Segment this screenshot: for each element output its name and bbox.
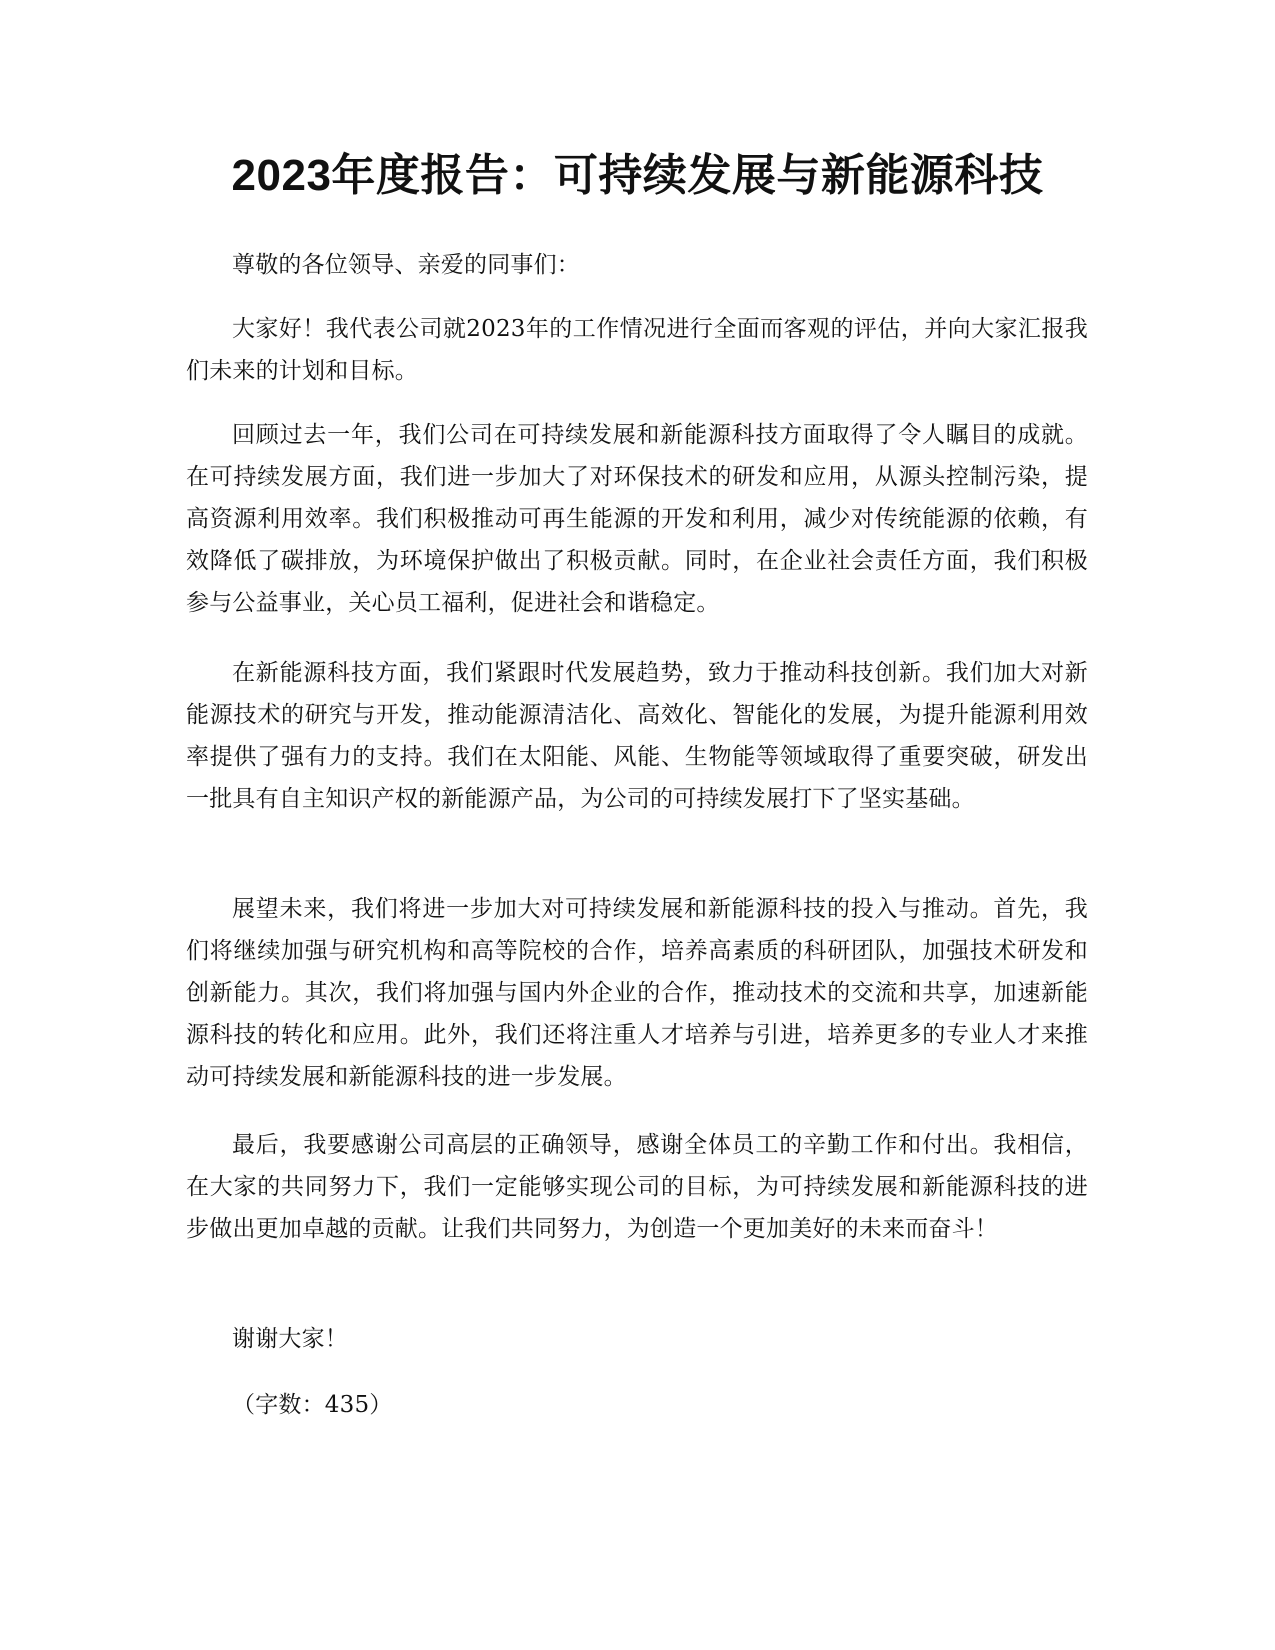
salutation: 尊敬的各位领导、亲爱的同事们：: [232, 252, 580, 278]
document-title: 2023年度报告：可持续发展与新能源科技: [231, 151, 1044, 200]
paragraph-greeting: 大家好！我代表公司就2023年的工作情况进行全面而客观的评估，并向大家汇报我们未来的计划和目标。: [186, 316, 1088, 384]
paragraph-outlook: 展望未来，我们将进一步加大对可持续发展和新能源科技的投入与推动。首先，我们将继续加强与研究机构和高等院校的合作，培养高素质的科研团队，加强技术研发和创新能力。其次，我们将加强与国内外企业的合作，推动技术的交流和共享，加速新能源科技的转化和应用。此外，我们还将注重人才培养与引进，培养更多的专业人才来推动可持续发展和新能源科技的进一步发展。: [186, 896, 1088, 1090]
paragraph-new-energy: 在新能源科技方面，我们紧跟时代发展趋势，致力于推动科技创新。我们加大对新能源技术的研究与开发，推动能源清洁化、高效化、智能化的发展，为提升能源利用效率提供了强有力的支持。我们在太阳能、风能、生物能等领域取得了重要突破，研发出一批具有自主知识产权的新能源产品，为公司的可持续发展打下了坚实基础。: [186, 660, 1088, 812]
paragraph-thanks: 最后，我要感谢公司高层的正确领导，感谢全体员工的辛勤工作和付出。我相信，在大家的共同努力下，我们一定能够实现公司的目标，为可持续发展和新能源科技的进步做出更加卓越的贡献。让我们共同努力，为创造一个更加美好的未来而奋斗！: [186, 1132, 1088, 1242]
closing-line: 谢谢大家！: [232, 1326, 348, 1352]
word-count: （字数：435）: [232, 1392, 393, 1418]
paragraph-review: 回顾过去一年，我们公司在可持续发展和新能源科技方面取得了令人瞩目的成就。在可持续发展方面，我们进一步加大了对环保技术的研发和应用，从源头控制污染，提高资源利用效率。我们积极推动可再生能源的开发和利用，减少对传统能源的依赖，有效降低了碳排放，为环境保护做出了积极贡献。同时，在企业社会责任方面，我们积极参与公益事业，关心员工福利，促进社会和谐稳定。: [186, 422, 1088, 616]
